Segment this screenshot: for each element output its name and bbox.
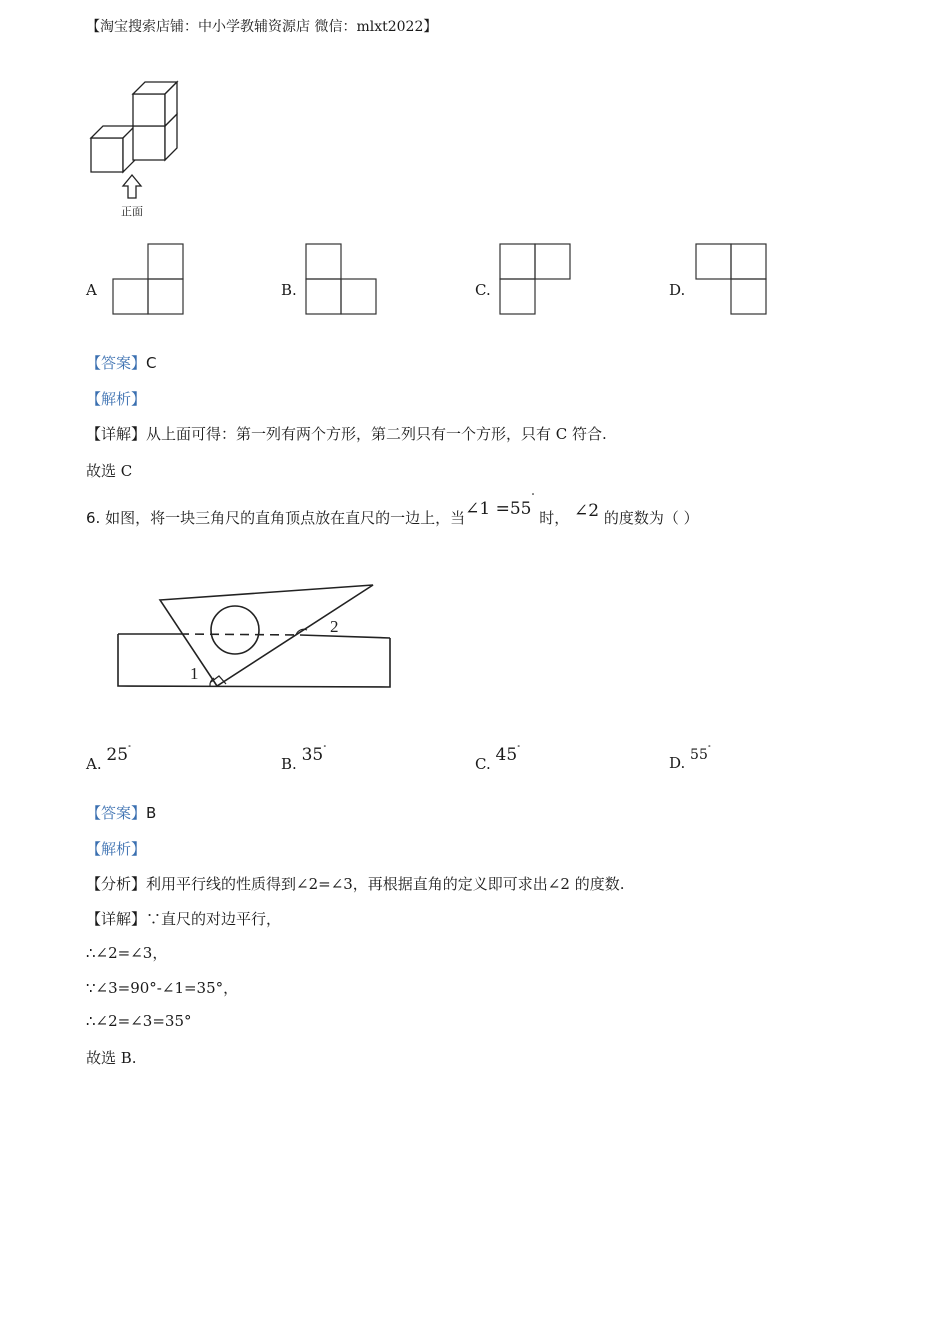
q6-figure-label-angle1: 1 [190,664,199,683]
q6-answer-tag: 【答案】 [86,804,147,822]
q6-option-b [281,745,327,773]
q6-answer-value: B [146,804,157,822]
q6-stem-part3: 的度数为（ ） [603,509,699,527]
q5-option-b-letter: B. [281,281,297,299]
q5-option-d-letter: D. [669,281,686,299]
q6-option-b-degree: ° [323,745,327,752]
page-header: 【淘宝搜索店铺：中小学教辅资源店 微信：mlxt2022】 [86,19,438,35]
q6-step-2: ∵∠3=90°-∠1=35°， [86,979,239,997]
q6-option-d-degree: ° [707,745,711,752]
q5-answer-tag: 【答案】 [86,354,147,372]
q5-detail-tag: 【详解】 [86,425,147,443]
q6-option-c-letter: C. [475,755,491,773]
q6-option-a-degree: ° [128,745,132,752]
q6-option-a-value: 25 [106,745,129,765]
q6-option-d-value: 55 [690,747,708,763]
q6-detail-tag: 【详解】 [86,910,147,928]
q6-stem-angle1: ∠1 =55 [465,499,532,519]
q6-detail-line [86,908,281,929]
q6-fenxi-tag: 【分析】 [86,875,147,893]
q6-detail-text: ∵直尺的对边平行， [146,910,282,928]
q5-answer-line [86,352,157,373]
q6-option-c [475,745,521,773]
q6-stem-part1: 如图，将一块三角尺的直角顶点放在直尺的一边上，当 [105,509,466,527]
q6-answer-line [86,802,156,823]
q6-stem-part2: 时， [539,509,570,527]
q6-conclusion: 故选 B. [86,1049,137,1067]
q6-fenxi-text: 利用平行线的性质得到∠2=∠3，再根据直角的定义即可求出∠2 的度数. [146,875,625,893]
q5-front-label: 正面 [121,205,143,218]
q6-step-1: ∴∠2=∠3， [86,944,168,962]
q6-option-a [86,745,132,773]
q6-analysis-tag: 【解析】 [86,840,147,858]
q5-detail-line [86,423,607,444]
q5-detail-text: 从上面可得：第一列有两个方形，第二列只有一个方形，只有 C 符合. [146,425,607,443]
q5-answer-value: C [146,354,157,372]
q6-stem [86,493,699,528]
q5-option-c-letter: C. [475,281,491,299]
q5-option-c-view [499,243,574,317]
q6-figure-label-angle2: 2 [330,617,339,636]
q5-option-a-letter: A [86,281,97,299]
q6-option-b-value: 35 [301,745,324,765]
q5-solid-figure [86,80,186,220]
q6-stem-angle2: ∠2 [574,501,600,521]
q5-option-a-view [111,243,186,317]
q6-option-d [669,745,711,772]
q6-option-d-letter: D. [669,754,686,772]
q5-conclusion: 故选 C [86,462,133,480]
q5-analysis-tag: 【解析】 [86,390,147,408]
q6-number: 6. [86,509,101,527]
q6-stem-angle1-degree: ° [531,493,535,500]
q6-step-3: ∴∠2=∠3=35° [86,1012,192,1030]
q6-option-b-letter: B. [281,755,297,773]
q6-option-a-letter: A. [86,755,102,773]
q6-option-c-degree: ° [517,745,521,752]
q6-option-c-value: 45 [495,745,518,765]
q6-ruler-triangle-figure [110,578,400,698]
q5-option-d-view [695,243,770,317]
q6-fenxi-line [86,873,624,894]
q5-option-b-view [305,243,380,317]
